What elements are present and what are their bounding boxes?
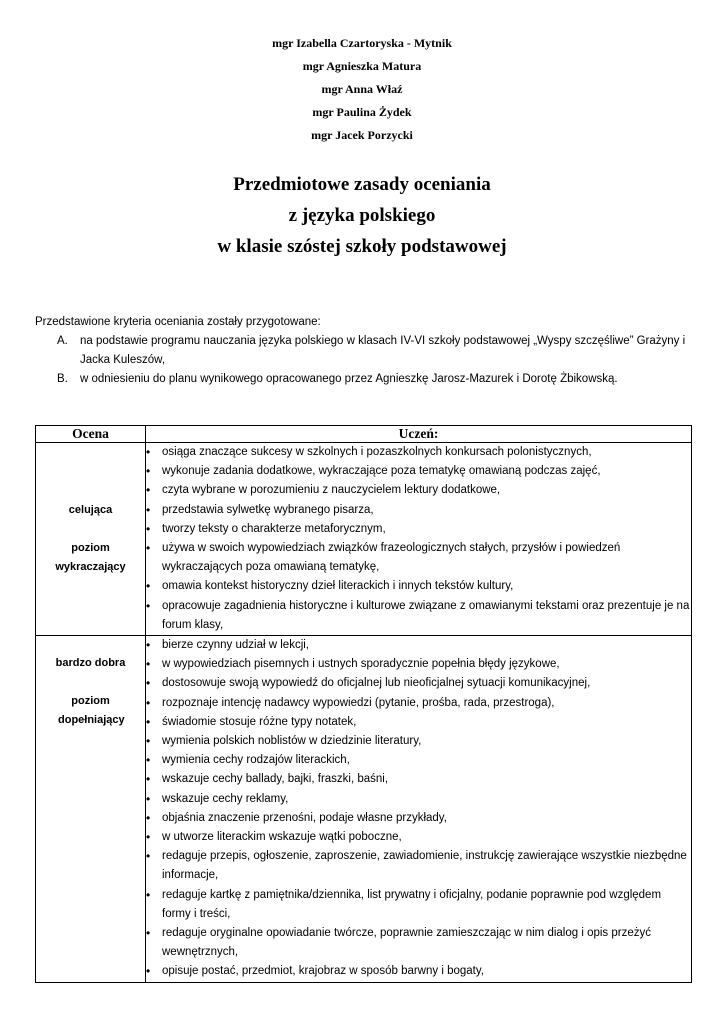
criteria-item: • wymienia cechy rodzajów literackich, (146, 751, 691, 770)
intro-section (35, 313, 695, 389)
criteria-item: • wskazuje cechy ballady, bajki, fraszki, baśni, (146, 770, 691, 789)
intro-list-item (35, 370, 695, 389)
grade-level: poziom dopełniający (58, 695, 125, 727)
criteria-item: • osiąga znaczące sukcesy w szkolnych i pozaszkolnych konkursach polonistycznych, (146, 443, 691, 462)
criteria-item: • wykonuje zadania dodatkowe, wykraczające poza tematykę omawianą podczas zajęć, (146, 462, 691, 481)
criteria-item: • redaguje oryginalne opowiadanie twórcze, poprawnie zamieszczając w nim dialog i opis przeżyć wewnętrznych, (146, 924, 691, 962)
grade-cell (36, 636, 146, 983)
intro-lead: Przedstawione kryteria oceniania zostały przygotowane: (35, 316, 321, 328)
criteria-item: • redaguje przepis, ogłoszenie, zaproszenie, zawiadomienie, instrukcję zawierające wszystkie niezbędne informacje, (146, 847, 691, 885)
grade-name: bardzo dobra (55, 657, 126, 670)
table-header-row (36, 426, 692, 443)
header-student: Uczeń: (146, 426, 692, 443)
list-marker: B. (57, 373, 68, 385)
title-line: Przedmiotowe zasady oceniania (233, 174, 491, 195)
table-row (36, 636, 692, 983)
criteria-item: • w utworze literackim wskazuje wątki poboczne, (146, 828, 691, 847)
criteria-item: • bierze czynny udział w lekcji, (146, 636, 691, 655)
criteria-cell (146, 636, 692, 983)
criteria-item: • dostosowuje swoją wypowiedź do oficjalnej lub nieoficjalnej sytuacji komunikacyjnej, (146, 674, 691, 693)
criteria-item: • wskazuje cechy reklamy, (146, 790, 691, 809)
intro-item-text: w odniesieniu do planu wynikowego opracowanego przez Agnieszkę Jarosz-Mazurek i Dorotę Żbikowską. (80, 373, 618, 385)
criteria-list (146, 636, 691, 982)
title-line: w klasie szóstej szkoły podstawowej (217, 236, 507, 257)
criteria-item: • rozpoznaje intencję nadawcy wypowiedzi (pytanie, prośba, rada, przestroga), (146, 694, 691, 713)
criteria-item: • wymienia polskich noblistów w dziedzinie literatury, (146, 732, 691, 751)
criteria-item: • tworzy teksty o charakterze metaforycznym, (146, 520, 691, 539)
author-name: mgr Anna Właź (321, 82, 403, 96)
criteria-item: • opisuje postać, przedmiot, krajobraz w sposób barwny i bogaty, (146, 962, 691, 981)
criteria-item: • świadomie stosuje różne typy notatek, (146, 713, 691, 732)
author-name: mgr Paulina Żydek (312, 105, 412, 119)
criteria-item: • używa w swoich wypowiedziach związków frazeologicznych stałych, przysłów i powiedzeń wykraczających poza omawianą tematykę, (146, 539, 691, 577)
grade-cell (36, 443, 146, 636)
criteria-item: • objaśnia znaczenie przenośni, podaje własne przykłady, (146, 809, 691, 828)
intro-list-item (35, 332, 695, 370)
criteria-item: • opracowuje zagadnienia historyczne i kulturowe związane z omawianymi tekstami oraz prezentuje je na forum klasy, (146, 597, 691, 635)
document-title (0, 174, 724, 267)
authors-block (0, 36, 724, 151)
title-line: z języka polskiego (288, 205, 436, 226)
grade-name: celująca (68, 504, 113, 517)
author-name: mgr Jacek Porzycki (311, 128, 413, 142)
criteria-item: • przedstawia sylwetkę wybranego pisarza, (146, 501, 691, 520)
list-marker: A. (57, 335, 68, 347)
criteria-item: • redaguje kartkę z pamiętnika/dziennika, list prywatny i oficjalny, podanie poprawnie pod względem formy i treści, (146, 886, 691, 924)
header-grade: Ocena (36, 426, 146, 443)
criteria-cell (146, 443, 692, 636)
author-name: mgr Izabella Czartoryska - Mytnik (272, 36, 452, 50)
criteria-list (146, 443, 691, 635)
criteria-item: • omawia kontekst historyczny dzieł literackich i innych tekstów kultury, (146, 577, 691, 596)
author-name: mgr Agnieszka Matura (302, 59, 422, 73)
table-row (36, 443, 692, 636)
intro-item-text: na podstawie programu nauczania języka polskiego w klasach IV-VI szkoły podstawowej „Wyspy szczęśliwe” Grażyny i Jacka Kuleszów, (80, 335, 686, 366)
criteria-item: • w wypowiedziach pisemnych i ustnych sporadycznie popełnia błędy językowe, (146, 655, 691, 674)
intro-list (35, 332, 695, 389)
grade-level: poziom wykraczający (55, 542, 126, 574)
grading-table (35, 425, 692, 983)
criteria-item: • czyta wybrane w porozumieniu z nauczycielem lektury dodatkowe, (146, 481, 691, 500)
